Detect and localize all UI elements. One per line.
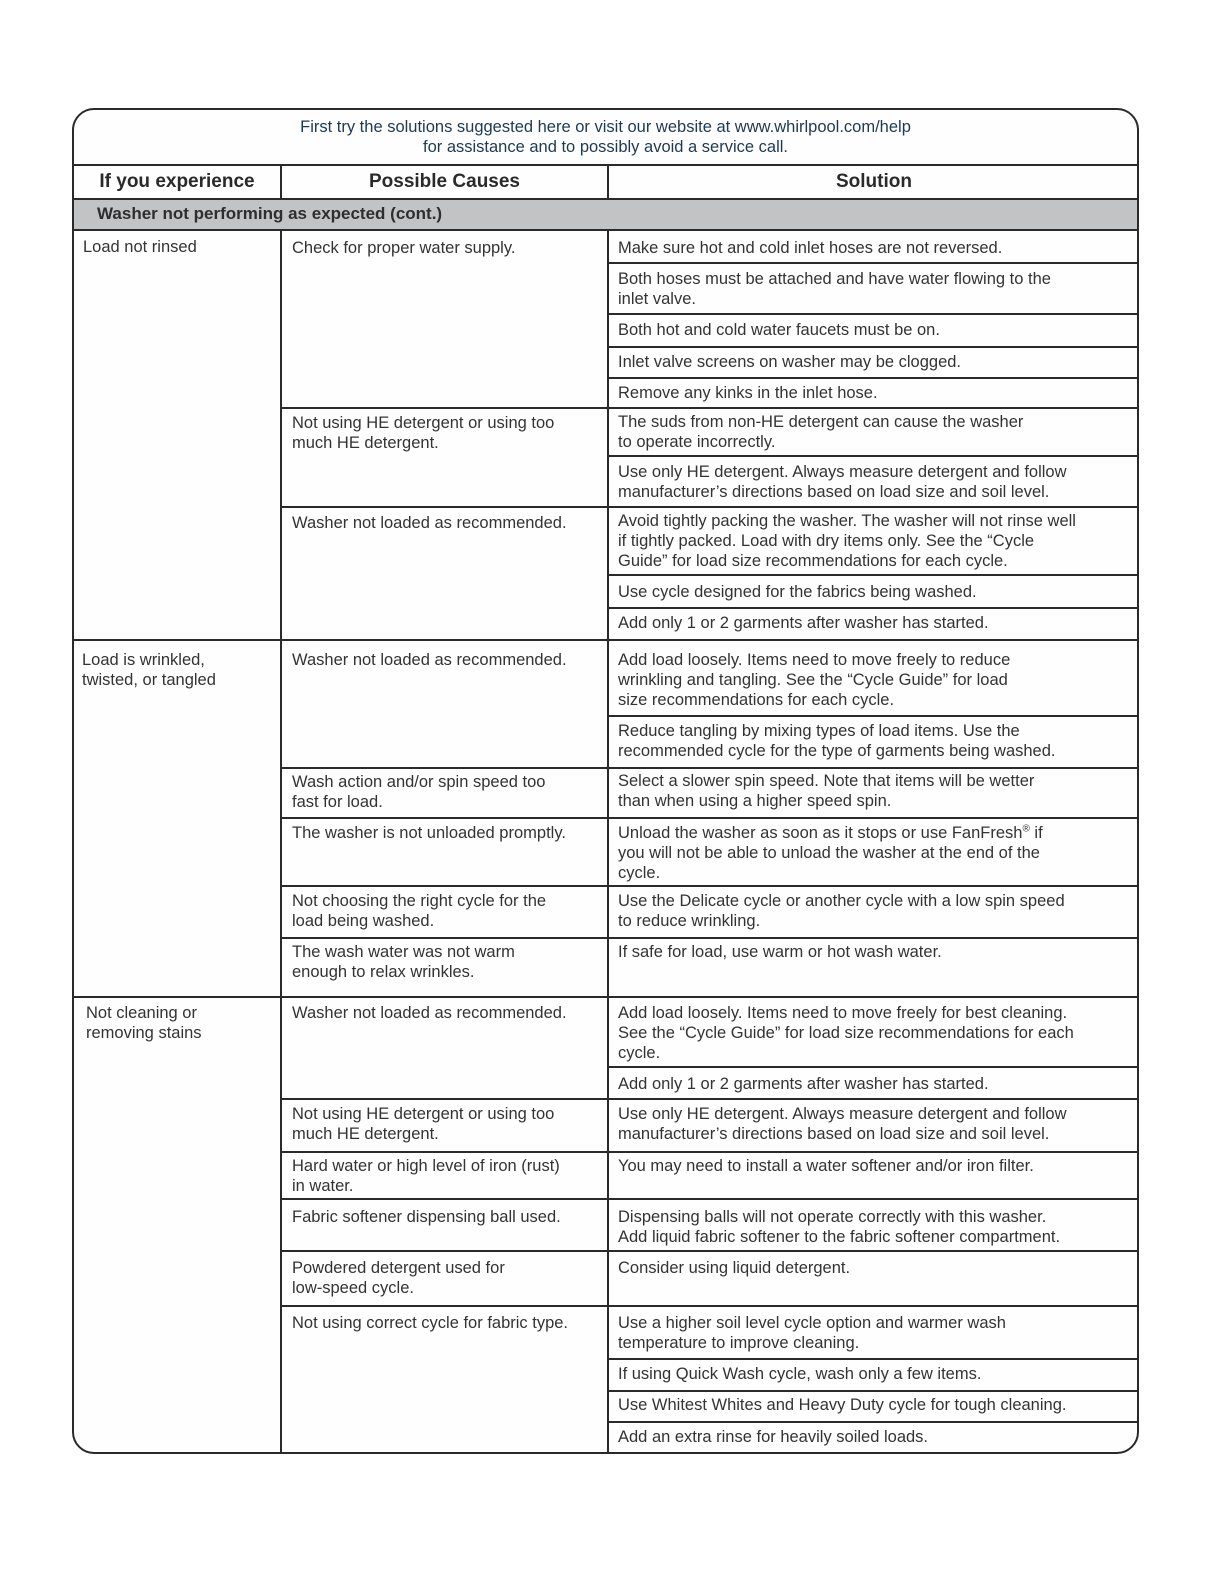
divider [74, 229, 1137, 231]
solution-text: Inlet valve screens on washer may be clogged. [618, 353, 962, 371]
solution-text [618, 823, 1043, 883]
section-title: Washer not performing as expected (cont.) [74, 200, 1137, 229]
divider [608, 313, 1137, 315]
divider [608, 1358, 1137, 1360]
experience-load-not-rinsed: Load not rinsed [83, 238, 197, 256]
header-if-you-experience: If you experience [99, 171, 255, 192]
divider [608, 1098, 1137, 1100]
cause-text: The washer is not unloaded promptly. [292, 824, 566, 842]
divider [608, 1305, 1137, 1307]
divider [608, 346, 1137, 348]
solution-text: Use only HE detergent. Always measure detergent and follow manufacturer’s directions based on load size and soil level. [618, 1105, 1067, 1143]
divider [608, 607, 1137, 609]
cause-text: Hard water or high level of iron (rust) in water. [292, 1157, 560, 1195]
divider [608, 885, 1137, 887]
solution-text: Dispensing balls will not operate correctly with this washer. Add liquid fabric softener to the fabric softener compartment. [618, 1208, 1061, 1246]
solution-text: You may need to install a water softener and/or iron filter. [618, 1157, 1034, 1175]
solution-text-part: Unload the washer as soon as it stops or use FanFresh [618, 824, 1023, 842]
divider [281, 1305, 609, 1307]
divider [281, 767, 609, 769]
divider [281, 407, 609, 409]
experience-not-cleaning: Not cleaning or removing stains [86, 1004, 202, 1042]
solution-text-part: if you will not be able to unload the washer at the end of the cycle. [618, 824, 1043, 882]
cause-text: Washer not loaded as recommended. [292, 1004, 567, 1022]
divider [74, 639, 1137, 641]
cause-text: Not using HE detergent or using too much HE detergent. [292, 414, 555, 452]
solution-text: Add an extra rinse for heavily soiled loads. [618, 1428, 929, 1446]
cause-text: Not using HE detergent or using too much HE detergent. [292, 1105, 555, 1143]
solution-text: Make sure hot and cold inlet hoses are not reversed. [618, 239, 1003, 257]
intro-line-1: First try the solutions suggested here or visit our website at www.whirlpool.com/help [300, 118, 911, 136]
cause-text: Fabric softener dispensing ball used. [292, 1208, 561, 1226]
solution-text: Use the Delicate cycle or another cycle with a low spin speed to reduce wrinkling. [618, 892, 1065, 930]
solution-text: Both hoses must be attached and have water flowing to the inlet valve. [618, 270, 1051, 308]
divider [608, 817, 1137, 819]
solution-text: Avoid tightly packing the washer. The washer will not rinse well if tightly packed. Load with dry items only. See the “Cycle Guide” for load size recommendations for each cycle. [618, 512, 1076, 570]
divider [281, 506, 609, 508]
divider [281, 1250, 609, 1252]
divider [608, 1151, 1137, 1153]
divider [281, 937, 609, 939]
solution-text: Add load loosely. Items need to move freely for best cleaning. See the “Cycle Guide” for load size recommendations for each cycle. [618, 1004, 1074, 1062]
solution-text: Add load loosely. Items need to move freely to reduce wrinkling and tangling. See the “Cycle Guide” for load size recommendations for each cycle. [618, 651, 1011, 709]
solution-text: Reduce tangling by mixing types of load items. Use the recommended cycle for the type of garments being washed. [618, 722, 1056, 760]
divider [74, 164, 1137, 166]
cause-text: The wash water was not warm enough to relax wrinkles. [292, 943, 515, 981]
solution-text: Add only 1 or 2 garments after washer has started. [618, 614, 989, 632]
divider [608, 715, 1137, 717]
divider [608, 262, 1137, 264]
intro-text [74, 110, 1137, 165]
solution-text: Remove any kinks in the inlet hose. [618, 384, 878, 402]
divider [608, 574, 1137, 576]
divider [281, 1198, 609, 1200]
divider [608, 1390, 1137, 1392]
solution-text: The suds from non-HE detergent can cause the washer to operate incorrectly. [618, 413, 1024, 451]
divider [608, 407, 1137, 409]
header-possible-causes: Possible Causes [368, 171, 521, 192]
solution-text: Both hot and cold water faucets must be on. [618, 321, 940, 339]
solution-text: If using Quick Wash cycle, wash only a few items. [618, 1365, 982, 1383]
registered-mark: ® [1022, 823, 1030, 835]
experience-load-wrinkled: Load is wrinkled, twisted, or tangled [82, 651, 216, 689]
cause-text: Washer not loaded as recommended. [292, 514, 567, 532]
solution-text: Use cycle designed for the fabrics being washed. [618, 583, 977, 601]
divider [608, 1250, 1137, 1252]
solution-text: Use only HE detergent. Always measure detergent and follow manufacturer’s directions based on load size and soil level. [618, 463, 1067, 501]
troubleshooting-table [72, 108, 1139, 1454]
cause-text: Wash action and/or spin speed too fast for load. [292, 773, 546, 811]
divider [281, 817, 609, 819]
cause-text: Not choosing the right cycle for the load being washed. [292, 892, 547, 930]
cause-text: Powdered detergent used for low-speed cycle. [292, 1259, 505, 1297]
intro-line-2: for assistance and to possibly avoid a service call. [422, 138, 788, 156]
divider [608, 455, 1137, 457]
divider [608, 1198, 1137, 1200]
divider [281, 885, 609, 887]
solution-text: Add only 1 or 2 garments after washer has started. [618, 1075, 989, 1093]
divider [281, 1151, 609, 1153]
divider [608, 1066, 1137, 1068]
solution-text: Consider using liquid detergent. [618, 1259, 851, 1277]
divider [280, 229, 282, 1454]
cause-text: Check for proper water supply. [292, 239, 516, 257]
divider [608, 937, 1137, 939]
solution-text: Select a slower spin speed. Note that items will be wetter than when using a higher speed spin. [618, 772, 1035, 810]
cause-text: Washer not loaded as recommended. [292, 651, 567, 669]
divider [607, 229, 609, 1454]
divider [281, 1098, 609, 1100]
divider [608, 377, 1137, 379]
divider [608, 506, 1137, 508]
solution-text: If safe for load, use warm or hot wash water. [618, 943, 942, 961]
divider [608, 1421, 1137, 1423]
divider [608, 767, 1137, 769]
header-solution: Solution [836, 171, 912, 192]
divider [74, 996, 1137, 998]
solution-text: Use Whitest Whites and Heavy Duty cycle for tough cleaning. [618, 1396, 1067, 1414]
solution-text: Use a higher soil level cycle option and warmer wash temperature to improve cleaning. [618, 1314, 1006, 1352]
cause-text: Not using correct cycle for fabric type. [292, 1314, 569, 1332]
